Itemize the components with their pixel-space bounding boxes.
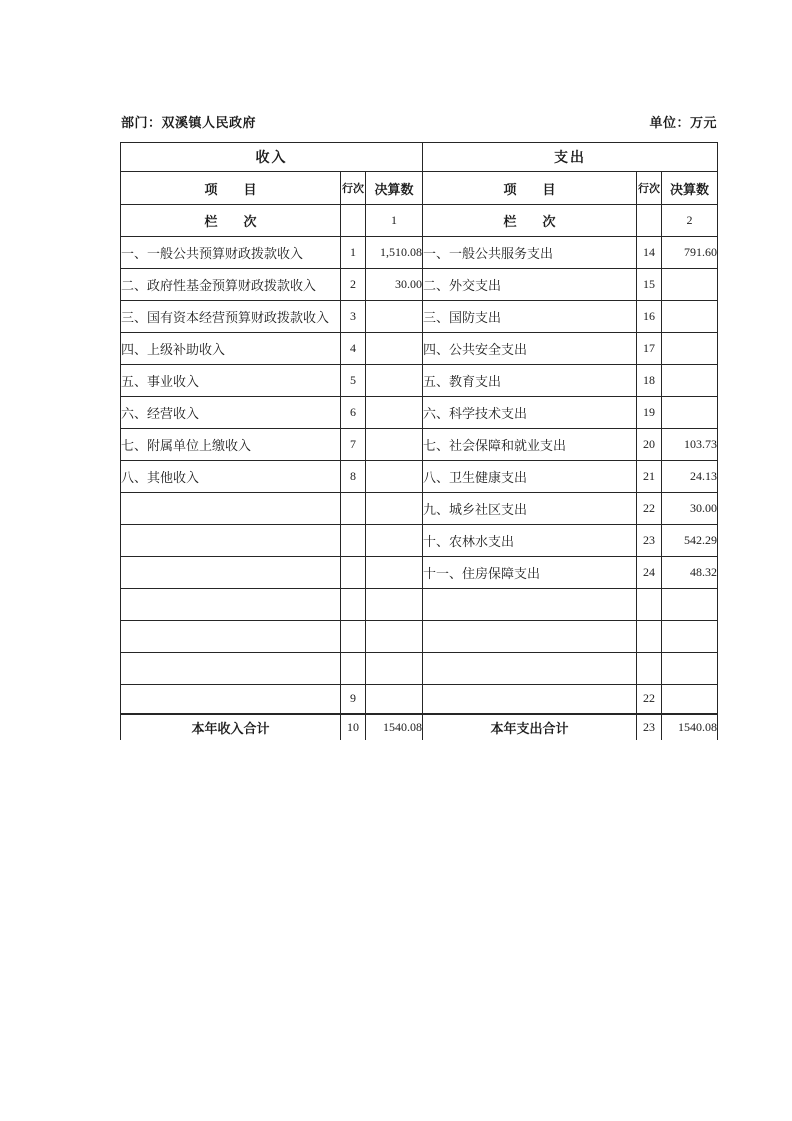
income-rowno-cell: 7 bbox=[341, 429, 366, 461]
table-row bbox=[121, 365, 718, 397]
income-rowno-cell: 3 bbox=[341, 301, 366, 333]
income-rowno-cell bbox=[341, 589, 366, 621]
income-rowno-cell bbox=[341, 557, 366, 589]
income-item-cell bbox=[121, 493, 341, 525]
income-item-cell: 六、经营收入 bbox=[121, 397, 341, 429]
expense-item-cell bbox=[423, 653, 637, 685]
table-row bbox=[121, 429, 718, 461]
column-index-row bbox=[121, 205, 718, 237]
income-amount-cell bbox=[366, 589, 423, 621]
expense-amount-cell bbox=[662, 301, 718, 333]
income-item-cell: 三、国有资本经营预算财政拨款收入 bbox=[121, 301, 341, 333]
expense-rowno-cell: 21 bbox=[637, 461, 662, 493]
expense-amount-cell: 30.00 bbox=[662, 493, 718, 525]
expense-rowno-cell: 14 bbox=[637, 237, 662, 269]
income-amount-cell bbox=[366, 301, 423, 333]
expense-amount-cell: 791.60 bbox=[662, 237, 718, 269]
income-rowno-column-header: 行次 bbox=[341, 172, 366, 205]
expense-amount-cell: 24.13 bbox=[662, 461, 718, 493]
expense-item-cell: 三、国防支出 bbox=[423, 301, 637, 333]
expense-lanci-rowno-cell bbox=[637, 205, 662, 237]
income-amount-column-header: 决算数 bbox=[366, 172, 423, 205]
expense-rowno-cell: 22 bbox=[637, 685, 662, 714]
income-rowno-cell bbox=[341, 653, 366, 685]
expense-total-label: 本年支出合计 bbox=[423, 714, 637, 740]
income-amount-cell bbox=[366, 333, 423, 365]
income-rowno-cell: 4 bbox=[341, 333, 366, 365]
income-item-cell bbox=[121, 557, 341, 589]
expense-item-cell bbox=[423, 621, 637, 653]
expense-amount-cell bbox=[662, 589, 718, 621]
income-amount-cell bbox=[366, 493, 423, 525]
expense-amount-column-header: 决算数 bbox=[662, 172, 718, 205]
total-row bbox=[121, 714, 718, 740]
income-amount-cell bbox=[366, 397, 423, 429]
expense-item-cell: 八、卫生健康支出 bbox=[423, 461, 637, 493]
income-amount-cell bbox=[366, 461, 423, 493]
income-item-cell bbox=[121, 621, 341, 653]
expense-rowno-cell: 16 bbox=[637, 301, 662, 333]
table-row bbox=[121, 461, 718, 493]
department-label: 部门：双溪镇人民政府 bbox=[121, 115, 257, 130]
table-row bbox=[121, 333, 718, 365]
income-rowno-cell bbox=[341, 525, 366, 557]
income-total-rowno: 10 bbox=[341, 714, 366, 740]
expense-column-index: 2 bbox=[662, 205, 718, 237]
income-item-cell bbox=[121, 525, 341, 557]
income-item-cell bbox=[121, 653, 341, 685]
income-amount-cell: 30.00 bbox=[366, 269, 423, 301]
income-item-cell: 二、政府性基金预算财政拨款收入 bbox=[121, 269, 341, 301]
expense-item-cell: 二、外交支出 bbox=[423, 269, 637, 301]
table-row bbox=[121, 237, 718, 269]
income-expense-table bbox=[120, 142, 718, 740]
income-amount-cell bbox=[366, 525, 423, 557]
expense-amount-cell: 48.32 bbox=[662, 557, 718, 589]
expense-lanci-label: 栏 次 bbox=[423, 205, 637, 237]
expense-amount-cell: 542.29 bbox=[662, 525, 718, 557]
expense-rowno-cell bbox=[637, 589, 662, 621]
income-rowno-cell bbox=[341, 621, 366, 653]
expense-item-cell bbox=[423, 589, 637, 621]
expense-item-cell: 四、公共安全支出 bbox=[423, 333, 637, 365]
income-amount-cell bbox=[366, 365, 423, 397]
table-row bbox=[121, 557, 718, 589]
expense-rowno-cell bbox=[637, 621, 662, 653]
expense-total-rowno: 23 bbox=[637, 714, 662, 740]
income-column-index: 1 bbox=[366, 205, 423, 237]
income-total-amount: 1540.08 bbox=[366, 714, 423, 740]
expense-item-cell: 六、科学技术支出 bbox=[423, 397, 637, 429]
income-amount-cell: 1,510.08 bbox=[366, 237, 423, 269]
expense-amount-cell bbox=[662, 365, 718, 397]
income-rowno-cell: 5 bbox=[341, 365, 366, 397]
table-row bbox=[121, 269, 718, 301]
income-item-cell bbox=[121, 589, 341, 621]
table-row bbox=[121, 589, 718, 621]
expense-amount-cell bbox=[662, 621, 718, 653]
income-amount-cell bbox=[366, 653, 423, 685]
statement-meta-row bbox=[121, 112, 717, 131]
expense-amount-cell bbox=[662, 653, 718, 685]
expense-amount-cell bbox=[662, 685, 718, 714]
expense-amount-cell bbox=[662, 269, 718, 301]
expense-item-cell: 五、教育支出 bbox=[423, 365, 637, 397]
income-item-cell: 七、附属单位上缴收入 bbox=[121, 429, 341, 461]
income-item-column-header: 项 目 bbox=[121, 172, 341, 205]
expense-amount-cell: 103.73 bbox=[662, 429, 718, 461]
income-amount-cell bbox=[366, 621, 423, 653]
expense-rowno-cell: 20 bbox=[637, 429, 662, 461]
income-amount-cell bbox=[366, 685, 423, 714]
expense-item-cell: 七、社会保障和就业支出 bbox=[423, 429, 637, 461]
table-row bbox=[121, 493, 718, 525]
expense-rowno-cell: 24 bbox=[637, 557, 662, 589]
table-row bbox=[121, 397, 718, 429]
income-lanci-label: 栏 次 bbox=[121, 205, 341, 237]
expense-item-cell: 十一、住房保障支出 bbox=[423, 557, 637, 589]
expense-rowno-cell: 15 bbox=[637, 269, 662, 301]
income-lanci-rowno-cell bbox=[341, 205, 366, 237]
expense-rowno-column-header: 行次 bbox=[637, 172, 662, 205]
expense-rowno-cell: 18 bbox=[637, 365, 662, 397]
income-item-cell: 四、上级补助收入 bbox=[121, 333, 341, 365]
expense-rowno-cell: 17 bbox=[637, 333, 662, 365]
income-section-header: 收入 bbox=[121, 143, 423, 172]
expense-section-header: 支出 bbox=[423, 143, 718, 172]
income-item-cell: 八、其他收入 bbox=[121, 461, 341, 493]
table-row bbox=[121, 653, 718, 685]
income-rowno-cell: 6 bbox=[341, 397, 366, 429]
expense-rowno-cell: 23 bbox=[637, 525, 662, 557]
income-rowno-cell: 1 bbox=[341, 237, 366, 269]
expense-total-amount: 1540.08 bbox=[662, 714, 718, 740]
income-amount-cell bbox=[366, 429, 423, 461]
expense-item-cell: 十、农林水支出 bbox=[423, 525, 637, 557]
income-item-cell: 五、事业收入 bbox=[121, 365, 341, 397]
income-item-cell: 一、一般公共预算财政拨款收入 bbox=[121, 237, 341, 269]
expense-item-column-header: 项 目 bbox=[423, 172, 637, 205]
expense-rowno-cell bbox=[637, 653, 662, 685]
income-rowno-cell bbox=[341, 493, 366, 525]
unit-label: 单位：万元 bbox=[649, 115, 717, 130]
table-row bbox=[121, 525, 718, 557]
income-item-cell bbox=[121, 685, 341, 714]
income-rowno-cell: 2 bbox=[341, 269, 366, 301]
income-rowno-cell: 8 bbox=[341, 461, 366, 493]
table-row bbox=[121, 621, 718, 653]
income-amount-cell bbox=[366, 557, 423, 589]
expense-item-cell: 一、一般公共服务支出 bbox=[423, 237, 637, 269]
expense-rowno-cell: 22 bbox=[637, 493, 662, 525]
expense-amount-cell bbox=[662, 333, 718, 365]
income-rowno-cell: 9 bbox=[341, 685, 366, 714]
expense-item-cell bbox=[423, 685, 637, 714]
expense-item-cell: 九、城乡社区支出 bbox=[423, 493, 637, 525]
column-header-row bbox=[121, 172, 718, 205]
section-header-row bbox=[121, 143, 718, 172]
income-total-label: 本年收入合计 bbox=[121, 714, 341, 740]
expense-rowno-cell: 19 bbox=[637, 397, 662, 429]
expense-amount-cell bbox=[662, 397, 718, 429]
table-row bbox=[121, 685, 718, 714]
table-row bbox=[121, 301, 718, 333]
